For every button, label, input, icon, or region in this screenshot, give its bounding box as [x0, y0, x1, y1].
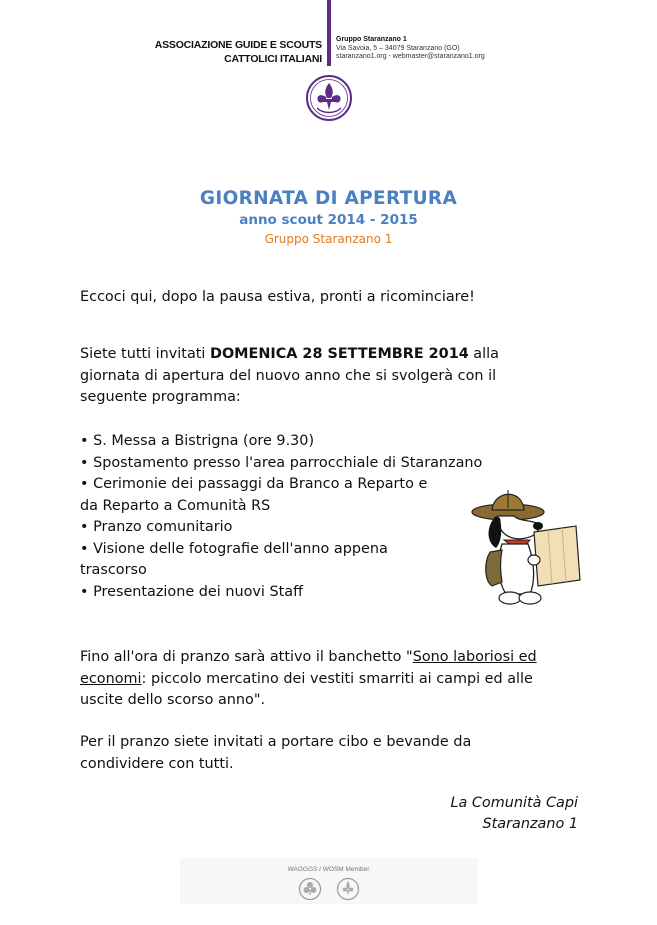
banchetto-line-3: uscite dello scorso anno". [80, 692, 266, 708]
document-title: GIORNATA DI APERTURA [199, 188, 458, 209]
program-item: • Pranzo comunitario [80, 519, 233, 535]
program-section [80, 431, 482, 603]
invitation-prefix: Siete tutti invitati [80, 346, 210, 362]
association-name-line2: CATTOLICI ITALIANI [224, 53, 322, 65]
banchetto-line-1 [80, 647, 537, 669]
wosm-fleur-de-lis-icon [336, 877, 360, 901]
program-item: da Reparto a Comunità RS [80, 497, 271, 514]
header-divider [327, 0, 331, 66]
snoopy-scout-illustration [468, 482, 586, 610]
signature-line-1: La Comunità Capi [450, 795, 578, 811]
group-info-address: Via Savoia, 5 – 34079 Staranzano (GO) [336, 44, 460, 52]
invitation-line-2: giornata di apertura del nuovo anno che si svolgerà con il [80, 367, 497, 384]
association-name-line1: ASSOCIAZIONE GUIDE E SCOUTS [154, 39, 322, 51]
group-info [336, 36, 485, 62]
program-item: • Presentazione dei nuovi Staff [80, 583, 303, 600]
lunch-paragraph [80, 732, 471, 775]
footer-band [180, 858, 478, 904]
banchetto-name-part2: economi [80, 670, 142, 687]
lunch-line-2: condividere con tutti. [80, 755, 234, 772]
event-date: DOMENICA 28 SETTEMBRE 2014 [210, 346, 469, 362]
group-info-name: Gruppo Staranzano 1 [336, 36, 407, 43]
program-item: • Spostamento presso l'area parrocchiale di Staranzano [80, 454, 483, 471]
program-item: • S. Messa a Bistrigna (ore 9.30) [80, 433, 315, 449]
invitation-paragraph [80, 344, 499, 409]
banchetto-paragraph [80, 647, 537, 712]
program-list [80, 431, 482, 603]
lunch-line-1: Per il pranzo siete invitati a portare cibo e bevande da [80, 734, 472, 750]
invitation-suffix: alla [468, 346, 499, 362]
footer-label: WAGGGS / WOSM Member [287, 866, 370, 873]
signature-line-2: Staranzano 1 [482, 816, 578, 832]
invitation-line-1 [80, 344, 499, 366]
document-group-line: Gruppo Staranzano 1 [264, 232, 393, 246]
group-info-contacts: staranzano1.org - webmaster@staranzano1.org [336, 53, 485, 61]
invitation-line-3: seguente programma: [80, 389, 241, 405]
wagggs-trefoil-icon [298, 877, 322, 901]
association-name [155, 38, 322, 66]
agesci-emblem-icon [305, 74, 353, 122]
banchetto-name-part1: Sono laboriosi ed [412, 649, 537, 665]
banchetto-line-2 [80, 669, 537, 691]
program-item: • Cerimonie dei passaggi da Branco a Reparto e [80, 476, 428, 492]
program-item: trascorso [80, 562, 147, 578]
intro-paragraph: Eccoci qui, dopo la pausa estiva, pronti a ricominciare! [80, 289, 475, 305]
program-item: • Visione delle fotografie dell'anno appena [80, 540, 388, 557]
document-subtitle: anno scout 2014 - 2015 [239, 212, 418, 228]
banchetto-prefix: Fino all'ora di pranzo sarà attivo il banchetto " [80, 649, 413, 665]
banchetto-description: : piccolo mercatino dei vestiti smarriti ai campi ed alle [141, 670, 533, 687]
signature [450, 793, 578, 835]
